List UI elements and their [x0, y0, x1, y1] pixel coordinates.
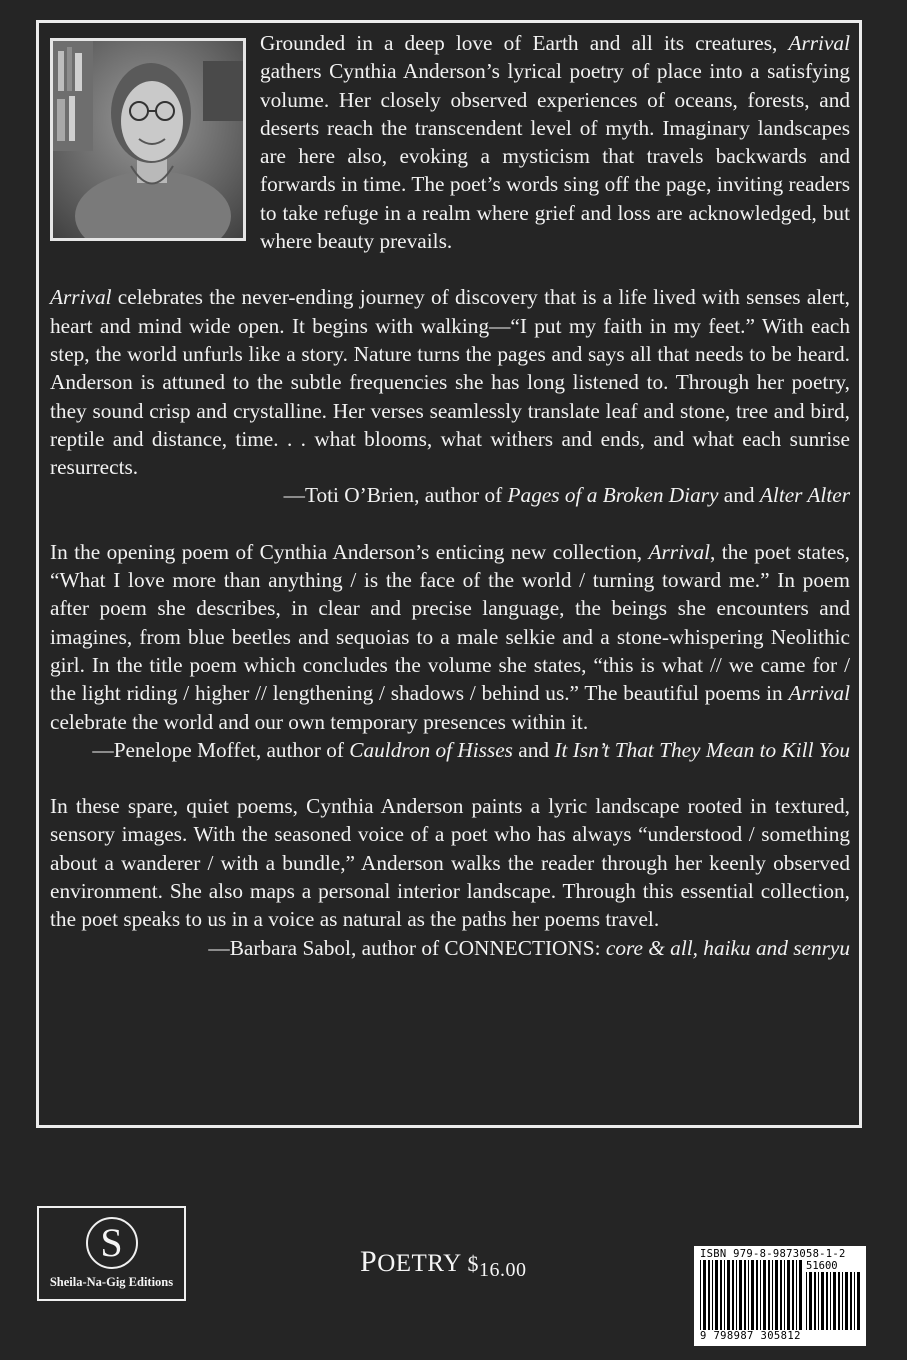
barcode-bar: [751, 1260, 754, 1330]
barcode-addon-price: 51600: [806, 1260, 838, 1272]
barcode-bar: [780, 1260, 782, 1330]
attribution-barbara: —Barbara Sabol, author of CONNECTIONS: core & all, haiku and senryu: [208, 935, 850, 960]
barcode-bar: [842, 1272, 843, 1330]
barcode-bar: [809, 1272, 812, 1330]
barcode-bar: [724, 1260, 725, 1330]
barcode-bar: [768, 1260, 770, 1330]
barcode-bar: [703, 1260, 706, 1330]
barcode-bar: [854, 1272, 855, 1330]
barcode-bar: [732, 1260, 734, 1330]
barcode-bar: [748, 1260, 749, 1330]
barcode-bar: [799, 1260, 802, 1330]
barcode-bar: [818, 1272, 819, 1330]
barcode-bar: [787, 1260, 790, 1330]
barcode-bar: [712, 1260, 713, 1330]
barcode-bar: [784, 1260, 785, 1330]
isbn-barcode: [694, 1246, 866, 1346]
review-penelope: In the opening poem of Cynthia Anderson’s enticing new collection, Arrival, the poet states, “What I love more than anything / is the face of the world / turning toward me.” In poem after poem she describes, in clear and precise language, the beings she encounters and imagines, from blue beetles and sequoias to a male selkie and a stone-whispering Neolithic girl. In the title poem which concludes the volume she states, “this is what // we came for / the light riding / higher // lengthening / shadows / behind us.” The beautiful poems in Arrival celebrate the world and our own temporary presences within it.: [50, 539, 850, 734]
barcode-bar: [857, 1272, 860, 1330]
attribution-toti: —Toti O’Brien, author of Pages of a Broken Diary and Alter Alter: [283, 483, 850, 508]
barcode-bar: [845, 1272, 848, 1330]
barcode-digits: 9 798987 305812: [700, 1330, 801, 1342]
publisher-monogram: S: [86, 1217, 138, 1269]
barcode-bar: [838, 1272, 840, 1330]
barcode-bar: [700, 1260, 701, 1330]
barcode-bars: [700, 1260, 804, 1330]
isbn-number: ISBN 979-8-9873058-1-2: [700, 1248, 846, 1260]
barcode-bar: [796, 1260, 797, 1330]
blurb-paragraph: Grounded in a deep love of Earth and all its creatures, Arrival gathers Cynthia Anderson’s lyrical poetry of place into a satisfying volume. Her closely observed experiences of oceans, forests, and deserts reach the transcendent level of myth. Imaginary landscapes are here also, evoking a mysticism that travels backwards and forwards in time. The poet’s words sing off the page, inviting readers to take refuge in a realm where grief and loss are acknowledged, but where beauty prevails.: [260, 31, 850, 254]
barcode-bar: [830, 1272, 831, 1330]
barcode-bar: [727, 1260, 730, 1330]
back-cover-text: [50, 29, 850, 962]
barcode-bar: [739, 1260, 742, 1330]
barcode-bar: [821, 1272, 824, 1330]
barcode-bar: [760, 1260, 761, 1330]
barcode-bar: [772, 1260, 773, 1330]
category-price: POETRY $\$_{16.00}$: [360, 1245, 527, 1281]
barcode-bar: [744, 1260, 746, 1330]
author-photo: [50, 38, 246, 241]
barcode-bar: [708, 1260, 710, 1330]
barcode-bar: [756, 1260, 758, 1330]
publisher-name: Sheila-Na-Gig Editions: [49, 1275, 174, 1289]
barcode-bar: [826, 1272, 828, 1330]
barcode-bar: [715, 1260, 718, 1330]
barcode-bar: [850, 1272, 852, 1330]
review-toti: Arrival celebrates the never-ending journey of discovery that is a life lived with senses alert, heart and mind wide open. It begins with walking—“I put my faith in my feet.” With each step, the world unfurls like a story. Nature turns the pages and says all that needs to be heard. Anderson is attuned to the subtle frequencies she has long listened to. Through her poetry, they sound crisp and crystalline. Her verses seamlessly translate leaf and stone, tree and bird, reptile and distance, time. . . what blooms, what withers and ends, and what each sunrise resurrects.: [50, 285, 850, 480]
barcode-bar: [720, 1260, 722, 1330]
publisher-logo: [37, 1206, 186, 1301]
attribution-penelope: —Penelope Moffet, author of Cauldron of Hisses and It Isn’t That They Mean to Kill You: [92, 737, 850, 762]
barcode-bar: [763, 1260, 766, 1330]
review-barbara: In these spare, quiet poems, Cynthia Anderson paints a lyric landscape rooted in textured, sensory images. With the seasoned voice of a poet who has always “understood / something about a wanderer / with a bundle,” Anderson walks the reader through her keenly observed environment. She also maps a personal interior landscape. Through this essential collection, the poet speaks to us in a voice as natural as the paths her poems travel.: [50, 794, 850, 932]
barcode-bar: [775, 1260, 778, 1330]
barcode-bar: [792, 1260, 794, 1330]
barcode-bar: [806, 1272, 807, 1330]
barcode-bar: [833, 1272, 836, 1330]
barcode-addon-bars: [806, 1272, 860, 1330]
barcode-bar: [814, 1272, 816, 1330]
barcode-bar: [736, 1260, 737, 1330]
